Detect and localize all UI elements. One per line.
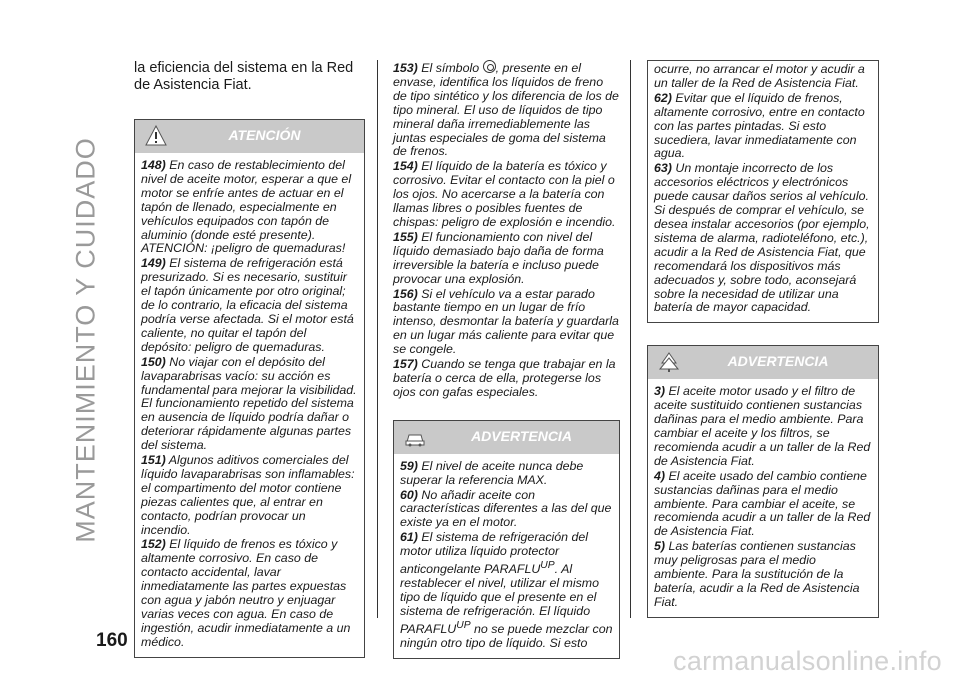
column-3	[647, 60, 879, 618]
item-text: , presente en el envase, identifica los líquidos de freno de tipo sintético y los diferencia de los de tipo mineral. El uso de líquidos de tipo mineral daña irremediablemente las juntas especiales de goma del sistema de frenos.	[393, 61, 619, 159]
list-item	[141, 454, 358, 537]
item-number: 148)	[141, 158, 166, 172]
column-2	[393, 60, 620, 659]
item-text: El sistema de refrigeración del motor utiliza líquido protector anticongelante PARAFLU	[400, 530, 589, 577]
list-item	[654, 63, 872, 91]
watermark: carmanualsonline.info	[673, 646, 942, 676]
item-text: El funcionamiento con nivel del líquido demasiado bajo daña de forma irreversible la batería e incluso puede provocar una explosión.	[393, 229, 604, 286]
list-item	[393, 60, 620, 159]
page-number: 160	[96, 630, 128, 651]
intro-paragraph: la eficiencia del sistema en la Red de Asistencia Fiat.	[134, 60, 354, 93]
advertencia-title-1: ADVERTENCIA	[471, 427, 572, 444]
atencion-box	[134, 119, 365, 658]
column-divider	[630, 60, 631, 618]
list-item	[393, 358, 620, 400]
item-number: 156)	[393, 286, 418, 301]
list-item	[654, 385, 872, 468]
list-item	[393, 160, 620, 230]
item-text: El líquido de frenos es tóxico y altamente corrosivo. En caso de contacto accidental, lavar inmediatamente las partes expuestas con agua y jabón neutro y enjuagar varias veces con agua. En caso de ingestión, acudir inmediatamente a un médico.	[141, 537, 351, 649]
item-number: 5)	[654, 539, 666, 554]
advertencia-items-1	[394, 460, 619, 658]
item-text: Cuando se tenga que trabajar en la batería o cerca de ella, protegerse los ojos con gafas especiales.	[393, 357, 616, 399]
item-text: Si el vehículo va a estar parado bastante tiempo en un lugar de frío intenso, desmontar la batería y guardarla en un lugar más caliente para evitar que se congele.	[393, 286, 619, 357]
advertencia-header-1	[394, 421, 619, 454]
item-number: 60)	[400, 487, 418, 502]
list-item	[141, 159, 358, 256]
item-number: 61)	[400, 530, 418, 545]
list-item	[400, 531, 613, 651]
item-text: Un montaje incorrecto de los accesorios eléctricos y electrónicos puede causar daños serios al vehículo. Si después de comprar el vehículo, se desea instalar accesorios (por ejemplo, sistema de alarma, radioteléfono, etc.), acudir a la Red de Asistencia Fiat, que recomendará los dispositivos más adecuados y, sobre todo, aconsejará sobre la necesidad de utilizar una batería de mayor capacidad.	[654, 161, 870, 315]
item-number: 157)	[393, 357, 418, 372]
list-item	[654, 540, 872, 610]
item-text: ocurre, no arrancar el motor y acudir a un taller de la Red de Asistencia Fiat.	[654, 62, 865, 90]
column-divider	[377, 60, 378, 618]
atencion-items	[135, 159, 364, 657]
item-number: 149)	[141, 256, 166, 271]
superscript: UP	[456, 619, 471, 631]
brake-fluid-symbol-icon	[483, 60, 496, 73]
column-1	[134, 60, 365, 658]
superscript: UP	[540, 560, 555, 572]
list-item	[141, 356, 358, 453]
item-number: 150)	[141, 354, 166, 369]
item-text: no se puede mezclar con ningún otro tipo de líquido. Si esto	[400, 621, 613, 650]
list-item	[654, 92, 872, 162]
item-text: Evitar que el líquido de frenos, altamente corrosivo, entre en contacto con las partes pintadas. Si esto sucediera, lavar inmediatamente con agua.	[654, 90, 865, 161]
atencion-title: ATENCIÓN	[228, 127, 301, 143]
continued-advertencia-box	[647, 60, 879, 323]
item-number: 59)	[400, 458, 418, 473]
item-number: 62)	[654, 90, 672, 105]
item-text: . Al restablecer el nivel, utilizar el mismo tipo de líquido que el presente en el sistema de refrigeración. El líquido PARAFLU	[400, 562, 600, 636]
item-text: No añadir aceite con características diferentes a las del que existe ya en el motor.	[400, 487, 612, 530]
continued-items	[648, 61, 878, 322]
item-number: 63)	[654, 161, 672, 176]
advertencia-header-2	[648, 346, 878, 379]
list-item	[393, 231, 620, 287]
advertencia-box-1	[393, 420, 620, 659]
item-number: 153)	[393, 61, 418, 75]
item-text: El símbolo	[421, 61, 483, 75]
item-number: 152)	[141, 537, 166, 552]
list-item	[141, 538, 358, 649]
list-item	[400, 489, 613, 531]
item-number: 3)	[654, 384, 666, 399]
list-item	[400, 460, 613, 488]
item-text: Las baterías contienen sustancias muy peligrosas para el medio ambiente. Para la sustitución de la batería, acudir a la Red de Asistencia Fiat.	[654, 539, 860, 609]
item-text: El líquido de la batería es tóxico y corrosivo. Evitar el contacto con la piel o los ojos. No acercarse a la batería con llamas libres o posibles fuentes de chispas: peligro de explosión e incendio.	[393, 159, 616, 229]
item-text: El aceite usado del cambio contiene sustancias dañinas para el medio ambiente. Para cambiar el aceite, se recomienda acudir a un taller de la Red de Asistencia Fiat.	[654, 468, 871, 539]
item-text: El sistema de refrigeración está presurizado. Si es necesario, sustituir el tapón únicamente por otro original; de lo contrario, la eficacia del sistema podría verse afectada. Si el motor está caliente, no quitar el tapón del depósito: peligro de quemaduras.	[141, 256, 354, 354]
item-number: 151)	[141, 453, 166, 468]
item-text: No viajar con el depósito del lavaparabrisas vacío: su acción es fundamental para mejorar la visibilidad. El funcionamiento repetido del sistema en ausencia de líquido podría dañar o deteriorar rápidamente algunas partes del sistema.	[141, 354, 357, 453]
item-text: El nivel de aceite nunca debe superar la referencia MAX.	[400, 458, 584, 487]
advertencia-title-2: ADVERTENCIA	[727, 353, 829, 370]
atencion-header	[135, 120, 364, 153]
list-item	[141, 257, 358, 354]
side-section-title: MANTENIMIENTO Y CUIDADO	[70, 137, 101, 543]
item-number: 155)	[393, 229, 418, 244]
list-item	[654, 162, 872, 315]
item-number: 154)	[393, 159, 418, 174]
item-text: El aceite motor usado y el filtro de aceite sustituido contienen sustancias dañinas para el medio ambiente. Para cambiar el aceite y los filtros, se recomienda acudir a un taller de la Red de Asistencia Fiat.	[654, 384, 871, 468]
advertencia-items-2	[648, 385, 878, 617]
advertencia-box-2	[647, 345, 879, 618]
item-text: Algunos aditivos comerciales del líquido lavaparabrisas son inflamables: el compartimento del motor contiene piezas calientes que, al entrar en contacto, podrían provocar un incendio.	[141, 453, 355, 537]
column-2-items	[393, 60, 620, 400]
item-number: 4)	[654, 468, 666, 483]
item-text: En caso de restablecimiento del nivel de aceite motor, esperar a que el motor se enfríe antes de actuar en el tapón de llenado, especialmente en vehículos equipados con tapón de aluminio (donde esté presente). ATENCIÓN: ¡peligro de quemaduras!	[141, 158, 352, 256]
list-item	[393, 288, 620, 358]
list-item	[654, 470, 872, 540]
